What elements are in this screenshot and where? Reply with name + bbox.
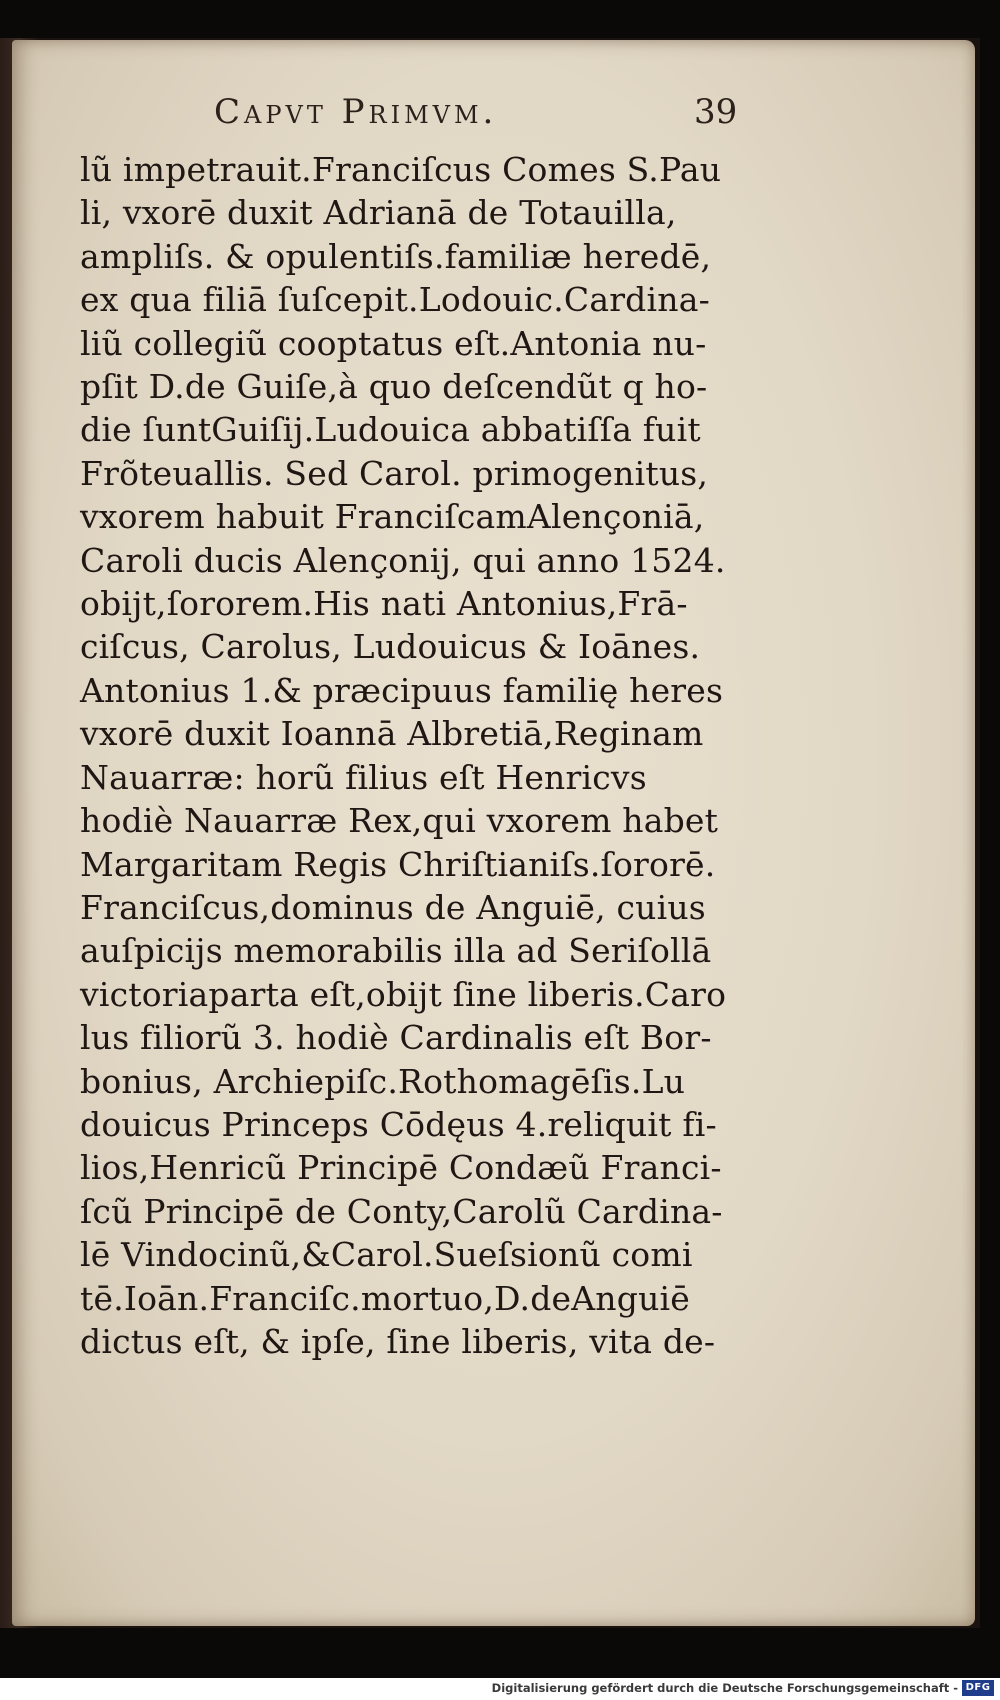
funding-credit: Digitalisierung gefördert durch die Deutsche Forschungsgemeinschaft - — [491, 1681, 958, 1695]
text-line-24: lios,Henricũ Principē Condæũ Franci- — [80, 1148, 722, 1188]
text-line-4: ex qua filiā ſuſcepit.Lodouic.Cardina- — [80, 280, 710, 320]
text-line-20: victoriaparta eſt,obijt ſine liberis.Caro — [80, 974, 727, 1014]
text-line-28: dictus eſt, & ipſe, ſine liberis, vita de- — [80, 1321, 716, 1361]
text-line-26: lē Vindocinũ,&Carol.Sueſsionũ comi — [80, 1235, 693, 1275]
text-line-22: bonius, Archiepiſc.Rothomagēſis.Lu — [80, 1061, 686, 1101]
text-line-2: li, vxorē duxit Adrianā de Totauilla, — [80, 193, 677, 233]
text-line-25: ſcũ Principē de Conty,Carolũ Cardina- — [80, 1191, 723, 1231]
text-line-11: obijt,ſororem.His nati Antonius,Frā- — [80, 584, 688, 624]
chapter-title: Capvt Primvm. — [214, 92, 498, 132]
running-head — [0, 92, 1000, 142]
text-line-6: pſit D.de Guiſe,à quo deſcendũt q ho- — [80, 367, 708, 407]
text-line-9: vxorem habuit FranciſcamAlençoniā, — [80, 497, 705, 537]
text-line-23: douicus Princeps Cōdęus 4.reliquit fi- — [80, 1104, 717, 1144]
text-line-13: Antonius 1.& præcipuus familię heres — [80, 670, 724, 710]
text-line-16: hodiè Nauarræ Rex,qui vxorem habet — [80, 801, 719, 841]
text-line-17: Margaritam Regis Chriſtianiſs.ſororē. — [80, 844, 716, 884]
text-line-12: ciſcus, Carolus, Ludouicus & Ioānes. — [80, 627, 701, 667]
text-line-10: Caroli ducis Alençonij, qui anno 1524. — [80, 540, 726, 580]
text-line-5: liũ collegiũ cooptatus eſt.Antonia nu- — [80, 323, 707, 363]
text-line-19: auſpicijs memorabilis illa ad Seriſollā — [80, 931, 712, 971]
text-line-7: die ſuntGuiſij.Ludouica abbatiſſa fuit — [80, 410, 701, 450]
text-line-3: ampliſs. & opulentiſs.familiæ heredē, — [80, 236, 712, 276]
text-line-14: vxorē duxit Ioannā Albretiā,Reginam — [80, 714, 704, 754]
body-text — [80, 148, 780, 1363]
text-line-8: Frõteuallis. Sed Carol. primogenitus, — [80, 453, 709, 493]
page-number: 39 — [694, 92, 738, 132]
text-line-15: Nauarræ: horũ filius eſt Henricvs — [80, 757, 647, 797]
dfg-logo-icon: DFG — [962, 1680, 994, 1696]
text-line-1: lũ impetrauit.Franciſcus Comes S.Pau — [80, 150, 722, 189]
text-line-27: tē.Ioān.Franciſc.mortuo,D.deAnguiē — [80, 1278, 691, 1318]
digitization-footer — [0, 1678, 1000, 1700]
text-line-18: Franciſcus,dominus de Anguiē, cuius — [80, 887, 706, 927]
text-line-21: lus filiorũ 3. hodiè Cardinalis eſt Bor- — [80, 1018, 712, 1058]
